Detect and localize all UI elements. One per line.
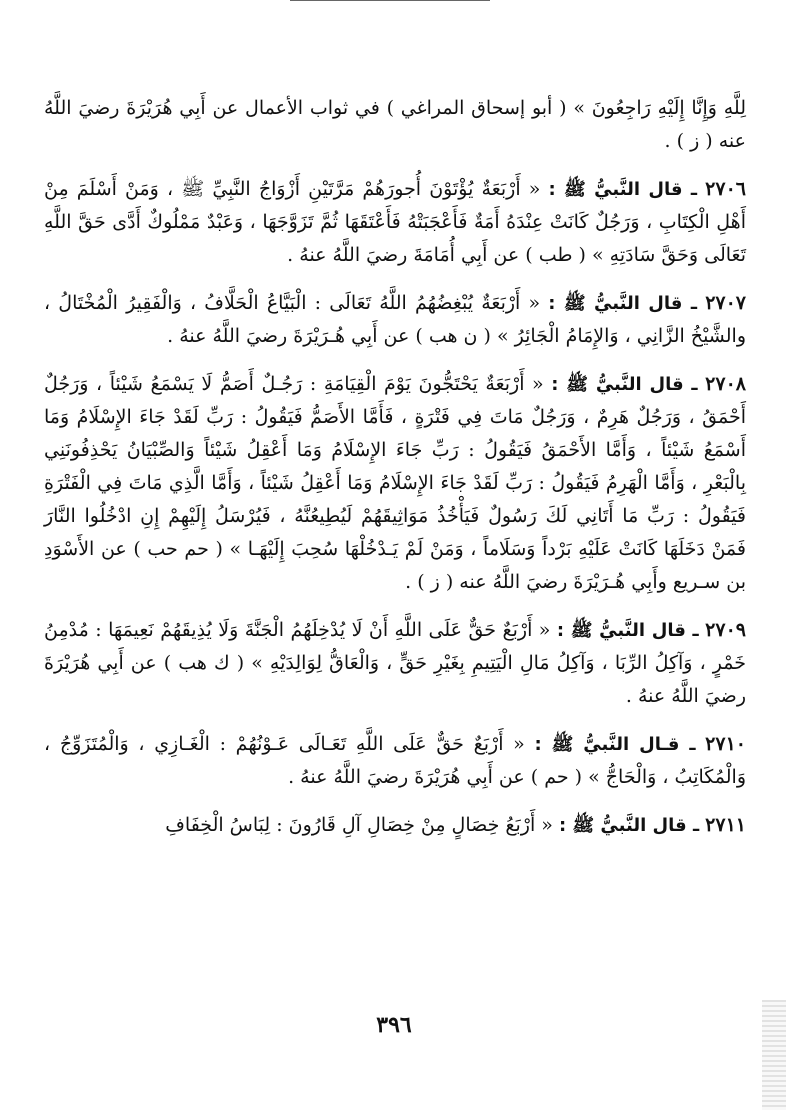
hadith-head: ـ قال النَّبيُّ ﷺ : [556, 620, 699, 641]
top-rule [290, 0, 490, 1]
paragraph-continuation [44, 92, 746, 158]
scan-edge-artifact [762, 1000, 786, 1110]
hadith-head: ـ قال النَّبيُّ ﷺ : [548, 179, 698, 200]
hadith-2709 [44, 614, 746, 713]
hadith-number: ٢٧١١ [705, 814, 746, 836]
hadith-head: ـ قال النَّبيُّ ﷺ : [551, 374, 698, 395]
hadith-2710 [44, 728, 746, 794]
hadith-2711 [44, 809, 746, 842]
hadith-number: ٢٧١٠ [705, 733, 746, 755]
paragraph-text: لِلَّهِ وَإِنَّا إِلَيْهِ رَاجِعُونَ » ( أبو إسحاق المراغي ) في ثواب الأعمال عن أَبِي هُرَيْرَةَ رضيَ اللَّهُ عنه ( ز ) . [44, 97, 746, 152]
hadith-text: « أَرْبَعَةٌ يُؤْتَوْنَ أُجورَهُمْ مَرَّتَيْنِ أَزْوَاجُ النَّبِيِّ ﷺ ، وَمَنْ أَسْلَمَ مِنْ أَهْلِ الْكِتَابِ ، وَرَجُلٌ كَانَتْ عِنْدَهُ أَمَةٌ فَأَعْجَبَتْهُ فَأَعْتَقَهَا ثُمَّ تَزَوَّجَهَا ، وَعَبْدٌ مَمْلُوكٌ أَدَّى حَقَّ اللَّهِ تَعَالَى وَحَقَّ سَادَتِهِ » ( طب ) عن أَبِي أُمَامَةَ رضيَ اللَّهُ عنهُ . [44, 178, 746, 266]
hadith-2708 [44, 368, 746, 599]
hadith-number: ٢٧٠٨ [705, 373, 746, 395]
hadith-text: « أَرْبَعٌ حَقٌّ عَلَى اللَّهِ أَنْ لَا يُدْخِلَهُمُ الْجَنَّةَ وَلَا يُذِيقَهُمْ نَعِيمَهَا : مُدْمِنُ خَمْرٍ ، وَآكِلُ الرِّبَا ، وَآكِلُ مَالِ الْيَتِيمِ بِغَيْرِ حَقٍّ ، وَالْعَاقُّ لِوَالِدَيْهِ » ( ك هب ) عن أَبِي هُرَيْرَةَ رضيَ اللَّهُ عنهُ . [44, 619, 747, 707]
hadith-text: « أَرْبَعُ خِصَالٍ مِنْ خِصَالِ آلِ قَارُونَ : لِبَاسُ الْخِفَافِ [165, 814, 553, 836]
hadith-text: « أَرْبَعَةٌ يُبْغِضُهُمُ اللَّهُ تَعَالَى : الْبَيَّاعُ الْحَلَّافُ ، وَالْفَقِيرُ الْمُخْتَالُ ، والشَّيْخُ الزَّانِي ، وَالإِمَامُ الْجَائِرُ » ( ن هب ) عن أَبِي هُـرَيْرَةَ رضيَ اللَّهُ عنهُ . [44, 292, 746, 347]
hadith-head: ـ قال النَّبيُّ ﷺ : [558, 815, 700, 836]
hadith-text: « أَرْبَعٌ حَقٌّ عَلَى اللَّهِ تَعَـالَى عَـوْنُهُمْ : الْغَـازِي ، وَالْمُتَزَوِّجُ ، وَالْمُكَاتِبُ ، وَالْحَاجُّ » ( حم ) عن أَبِي هُرَيْرَةَ رضيَ اللَّهُ عنهُ . [44, 733, 746, 788]
page-body [44, 92, 746, 857]
hadith-2706 [44, 173, 746, 272]
hadith-number: ٢٧٠٧ [705, 292, 747, 314]
hadith-number: ٢٧٠٩ [705, 619, 746, 641]
hadith-number: ٢٧٠٦ [705, 178, 746, 200]
hadith-head: ـ قال النَّبيُّ ﷺ : [548, 293, 697, 314]
hadith-text: « أَرْبَعَةٌ يَحْتَجُّونَ يَوْمَ الْقِيَامَةِ : رَجُـلٌ أَصَمُّ لَا يَسْمَعُ شَيْئاً ، وَرَجُلٌ أَحْمَقُ ، وَرَجُلٌ هَرِمٌ ، وَرَجُلٌ مَاتَ فِي فَتْرَةٍ ، فَأَمَّا الأَصَمُّ فَيَقُولُ : رَبِّ لَقَدْ جَاءَ الإِسْلَامُ وَمَا أَسْمَعُ شَيْئاً ، وَأَمَّا الأَحْمَقُ فَيَقُولُ : رَبِّ جَاءَ الإِسْلَامُ وَمَا أَعْقِلُ شَيْئاً وَالصِّبْيَانُ يَحْذِفُونَنِي بِالْبَعْرِ ، وَأَمَّا الْهَرِمُ فَيَقُولُ : رَبِّ لَقَدْ جَاءَ الإِسْلَامُ وَمَا أَعْقِلُ شَيْئاً ، وَأَمَّا الَّذِي مَاتَ فِي الْفَتْرَةِ فَيَقُولُ : رَبِّ مَا أَتَانِي لَكَ رَسُولٌ فَيَأْخُذُ مَوَاثِيقَهُمْ لَيُطِيعُنَّهُ ، فَيُرْسَلُ إِلَيْهِمْ إِنِ ادْخُلُوا النَّارَ فَمَنْ دَخَلَهَا كَانَتْ عَلَيْهِ بَرْداً وَسَلَاماً ، وَمَنْ لَمْ يَـدْخُلْهَا سُحِبَ إِلَيْهَـا » ( حم حب ) عن الأَسْوَدِ بن سـريع وأَبِي هُـرَيْرَةَ رضيَ اللَّهُ عنه ( ز ) . [44, 373, 746, 593]
hadith-head: ـ قـال النَّبيُّ ﷺ : [534, 734, 696, 755]
hadith-2707 [44, 287, 746, 353]
page-number: ٣٩٦ [376, 1012, 412, 1038]
